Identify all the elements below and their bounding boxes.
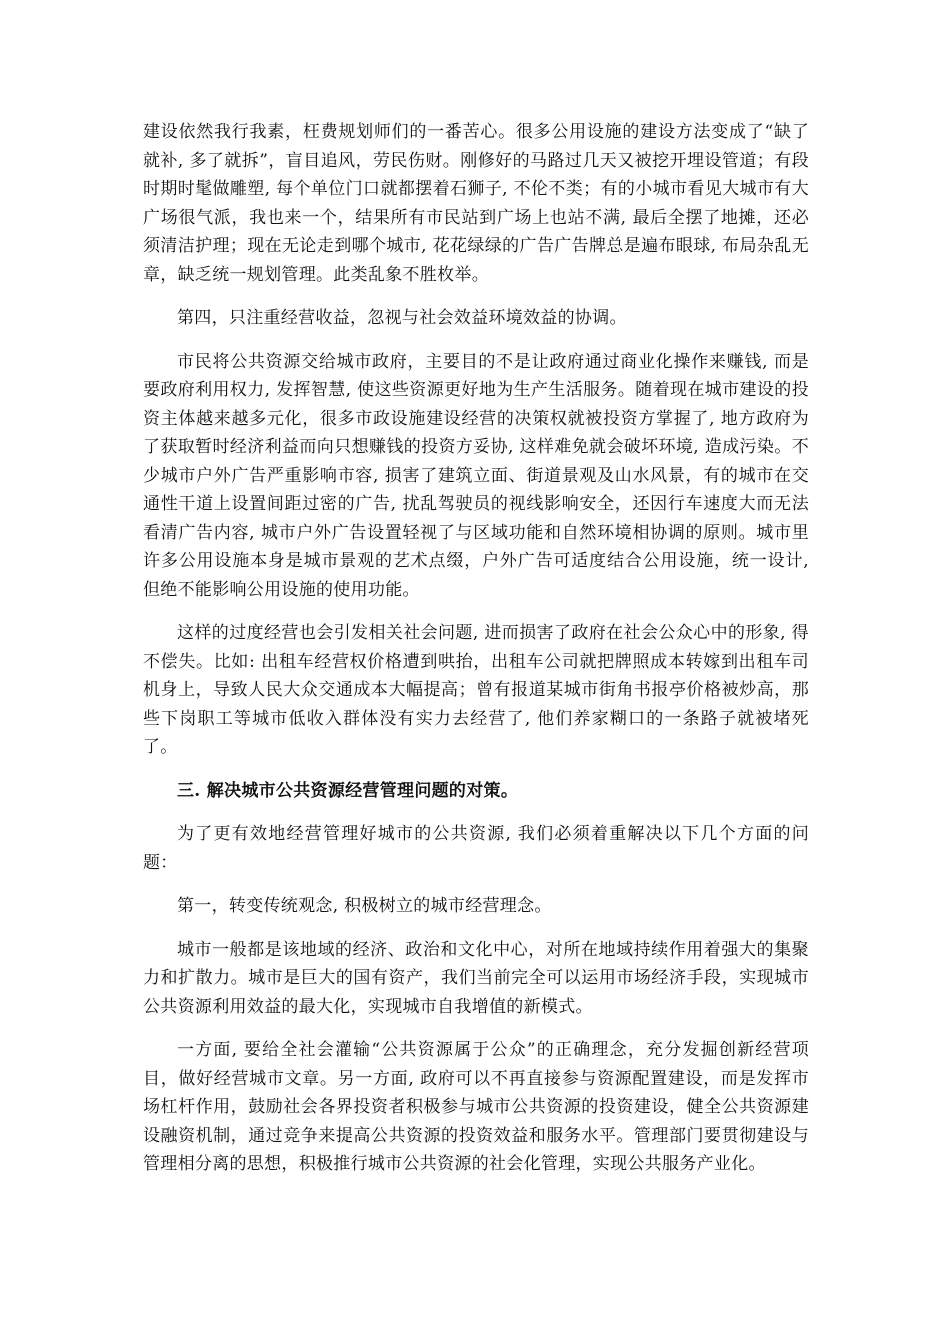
paragraph-overoperation: 这样的过度经营也会引发相关社会问题, 进而损害了政府在社会公众心中的形象, 得不偿失。比如: 出租车经营权价格遭到哄抬，出租车公司就把牌照成本转嫁到出租车司机身上，导致人民大众交通成本大幅提高；曾有报道某城市街角书报亭价格被炒高，那些下岗职工等城市低收入群体没有实力去经营了, 他们养家糊口的一条路子就被堵死了。 bbox=[143, 623, 809, 757]
paragraph-continued-construction: 建设依然我行我素，枉费规划师们的一番苦心。很多公用设施的建设方法变成了“缺了就补, 多了就拆”，盲目追风，劳民伤财。刚修好的马路过几天又被挖开埋设管道；有段时期时髦做雕塑, 每个单位门口就都摆着石狮子, 不伦不类；有的小城市看见大城市有大广场很气派，我也来一个，结果所有市民站到广场上也站不满, 最后全摆了地摊，还必须清洁护理；现在无论走到哪个城市, 花花绿绿的广告广告牌总是遍布眼球, 布局杂乱无章，缺乏统一规划管理。此类乱象不胜枚举。 bbox=[143, 122, 809, 285]
paragraph-point-one: 第一，转变传统观念, 积极树立的城市经营理念。 bbox=[177, 896, 552, 916]
paragraph-citizens-resources: 市民将公共资源交给城市政府，主要目的不是让政府通过商业化操作来赚钱, 而是要政府利用权力, 发挥智慧, 使这些资源更好地为生产生活服务。随着现在城市建设的投资主体越来越多元化，很多市政设施建设经营的决策权就被投资方掌握了, 地方政府为了获取暂时经济利益而向只想赚钱的投资方妥协, 这样难免就会破坏环境, 造成污染。不少城市户外广告严重影响市容, 损害了建筑立面、街道景观及山水风景，有的城市在交通性干道上设置间距过密的广告, 扰乱驾驶员的视线影响安全，还因行车速度大而无法看清广告内容, 城市户外广告设置轻视了与区域功能和自然环境相协调的原则。城市里许多公用设施本身是城市景观的艺术点缀，户外广告可适度结合公用设施，统一设计, 但绝不能影响公用设施的使用功能。 bbox=[143, 351, 809, 600]
paragraph-point-four: 第四，只注重经营收益，忽视与社会效益环境效益的协调。 bbox=[177, 308, 627, 328]
paragraph-intro-issues: 为了更有效地经营管理好城市的公共资源, 我们必须着重解决以下几个方面的问题： bbox=[143, 824, 809, 873]
section-heading-countermeasures: 三. 解决城市公共资源经营管理问题的对策。 bbox=[177, 780, 519, 801]
paragraph-city-center: 城市一般都是该地域的经济、政治和文化中心，对所在地域持续作用着强大的集聚力和扩散力。城市是巨大的国有资产，我们当前完全可以运用市场经济手段，实现城市公共资源利用效益的最大化，实现城市自我增值的新模式。 bbox=[143, 939, 809, 1017]
document-page bbox=[143, 118, 809, 1194]
paragraph-on-one-hand: 一方面, 要给全社会灌输“公共资源属于公众”的正确理念，充分发掘创新经营项目，做好经营城市文章。另一方面, 政府可以不再直接参与资源配置建设，而是发挥市场杠杆作用，鼓励社会各界投资者积极参与城市公共资源的投资建设，健全公共资源建设融资机制，通过竞争来提高公共资源的投资效益和服务水平。管理部门要贯彻建设与管理相分离的思想，积极推行城市公共资源的社会化管理，实现公共服务产业化。 bbox=[143, 1040, 809, 1174]
